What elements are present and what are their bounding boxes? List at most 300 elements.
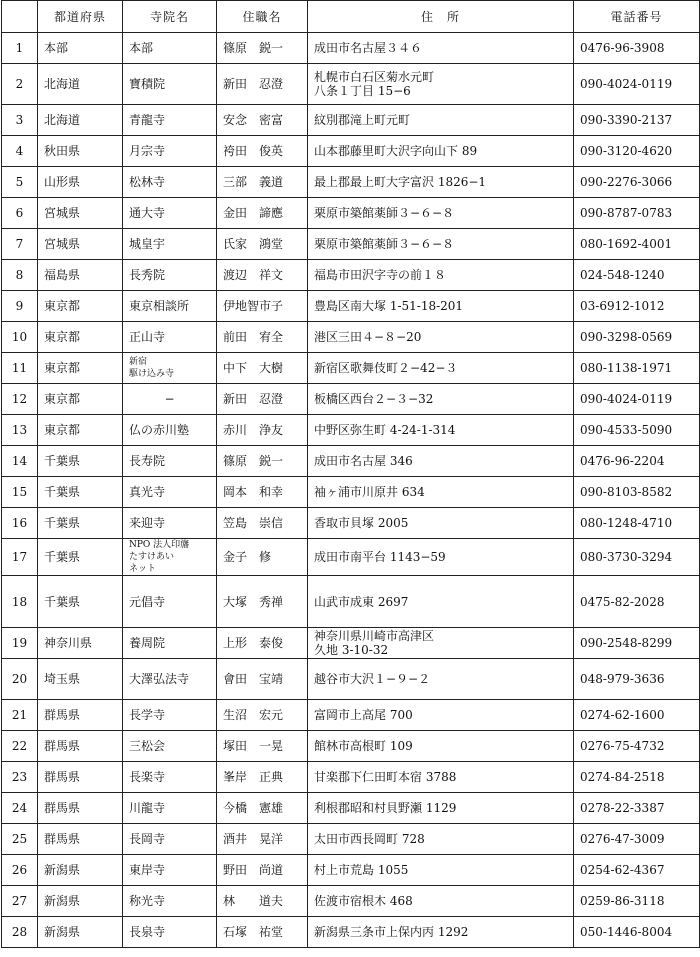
- temple-cell-text: 来迎寺: [129, 516, 166, 530]
- address-cell: [308, 64, 574, 105]
- address-cell-text: 村上市荒島 1055: [314, 863, 409, 877]
- table-row: [2, 229, 700, 260]
- phone-cell-text: 0276-75-4732: [580, 739, 665, 753]
- priest-cell-text: 林 道夫: [223, 894, 284, 908]
- temple-cell-text: 駆け込み寺: [129, 369, 175, 379]
- temple-cell-text: 通大寺: [129, 206, 166, 220]
- row-number: [2, 477, 38, 508]
- phone-cell: [574, 105, 700, 136]
- address-cell: [308, 855, 574, 886]
- address-cell: [308, 446, 574, 477]
- phone-cell: [574, 886, 700, 917]
- row-number-text: 4: [15, 144, 24, 158]
- phone-cell: [574, 64, 700, 105]
- prefecture-cell: [38, 659, 123, 700]
- address-cell-text: 中野区弥生町 4-24-1-314: [314, 423, 456, 437]
- row-number: [2, 855, 38, 886]
- header-phone: 電話番号: [574, 1, 700, 33]
- temple-cell: [123, 136, 217, 167]
- priest-cell-text: 塚田 一晃: [223, 739, 284, 753]
- row-number-text: 16: [11, 516, 28, 530]
- temple-cell: [123, 167, 217, 198]
- address-cell: [308, 917, 574, 948]
- prefecture-cell-text: 群馬県: [44, 832, 81, 846]
- temple-directory-table: [1, 0, 700, 948]
- prefecture-cell-text: 千葉県: [44, 454, 81, 468]
- temple-cell: [123, 762, 217, 793]
- table-row: [2, 105, 700, 136]
- phone-cell-text: 048-979-3636: [580, 672, 665, 686]
- priest-cell: [217, 260, 308, 291]
- priest-cell-text: 大塚 秀禅: [223, 594, 284, 609]
- phone-cell-text: 0476-96-2204: [580, 454, 665, 468]
- prefecture-cell: [38, 886, 123, 917]
- phone-cell-text: 03-6912-1012: [580, 299, 665, 313]
- priest-cell-text: 新田 忍澄: [223, 392, 284, 406]
- row-number-text: 20: [11, 672, 28, 686]
- priest-cell-text: 生沼 宏元: [223, 708, 284, 722]
- prefecture-cell-text: 山形県: [44, 175, 81, 189]
- prefecture-cell: [38, 824, 123, 855]
- row-number: [2, 508, 38, 539]
- phone-cell: [574, 762, 700, 793]
- row-number: [2, 33, 38, 64]
- temple-cell-text: 元倡寺: [129, 594, 166, 609]
- table-row: [2, 824, 700, 855]
- prefecture-cell-text: 新潟県: [44, 925, 81, 939]
- priest-cell: [217, 628, 308, 659]
- phone-cell-text: 0476-96-3908: [580, 41, 665, 55]
- address-cell: [308, 105, 574, 136]
- address-cell-text: 太田市西長岡町 728: [314, 832, 425, 846]
- priest-cell: [217, 576, 308, 628]
- prefecture-cell: [38, 628, 123, 659]
- address-cell-text: 八条１丁目 15−6: [314, 84, 411, 98]
- temple-cell: [123, 229, 217, 260]
- priest-cell-text: 氏家 鴻堂: [223, 237, 284, 251]
- temple-cell: [123, 353, 217, 384]
- row-number: [2, 731, 38, 762]
- priest-cell-text: 新田 忍澄: [223, 77, 284, 91]
- priest-cell-text: 石塚 祐堂: [223, 925, 284, 939]
- priest-cell: [217, 793, 308, 824]
- phone-cell: [574, 824, 700, 855]
- phone-cell-text: 090-4533-5090: [580, 423, 673, 437]
- row-number: [2, 628, 38, 659]
- address-cell-text: 紋別郡滝上町元町: [314, 113, 411, 127]
- prefecture-cell: [38, 64, 123, 105]
- address-cell-text: 佐渡市宿根木 468: [314, 894, 413, 908]
- address-cell-text: 成田市名古屋 346: [314, 454, 413, 468]
- phone-cell: [574, 136, 700, 167]
- prefecture-cell-text: 新潟県: [44, 863, 81, 877]
- temple-cell: [123, 260, 217, 291]
- row-number: [2, 167, 38, 198]
- address-cell-text: 栗原市築館薬師３−６−８: [314, 237, 455, 251]
- temple-cell-text: たすけあい: [129, 552, 175, 562]
- temple-cell-text: 長岡寺: [129, 832, 166, 846]
- phone-cell: [574, 917, 700, 948]
- address-cell-text: 港区三田４−８−20: [314, 330, 422, 344]
- temple-cell-text: 真光寺: [129, 485, 166, 499]
- temple-cell-text: 称光寺: [129, 894, 166, 908]
- priest-cell: [217, 105, 308, 136]
- prefecture-cell-text: 福島県: [44, 268, 81, 282]
- row-number-text: 14: [11, 454, 28, 468]
- prefecture-cell: [38, 762, 123, 793]
- row-number-text: 21: [11, 708, 28, 722]
- prefecture-cell: [38, 105, 123, 136]
- temple-cell-text: 仏の赤川塾: [129, 423, 190, 437]
- phone-cell-text: 050-1446-8004: [580, 925, 673, 939]
- table-row: [2, 576, 700, 628]
- temple-cell-text: 月宗寺: [129, 144, 166, 158]
- row-number-text: 18: [11, 594, 28, 609]
- temple-cell-text: 東京相談所: [129, 299, 190, 313]
- row-number: [2, 886, 38, 917]
- address-cell-text: 山武市成東 2697: [314, 594, 409, 609]
- phone-cell-text: 0259-86-3118: [580, 894, 665, 908]
- row-number: [2, 64, 38, 105]
- temple-cell-text: 城皇宇: [129, 237, 166, 251]
- priest-cell-text: 野田 尚道: [223, 863, 284, 877]
- row-number-text: 25: [11, 832, 28, 846]
- priest-cell: [217, 353, 308, 384]
- temple-cell-text: 長学寺: [129, 708, 166, 722]
- prefecture-cell-text: 群馬県: [44, 708, 81, 722]
- prefecture-cell-text: 千葉県: [44, 485, 81, 499]
- phone-cell: [574, 628, 700, 659]
- table-row: [2, 477, 700, 508]
- priest-cell: [217, 917, 308, 948]
- row-number-text: 26: [11, 863, 28, 877]
- row-number-text: 24: [11, 801, 28, 815]
- temple-cell-text: 正山寺: [129, 330, 166, 344]
- row-number-text: 17: [11, 550, 28, 564]
- priest-cell: [217, 136, 308, 167]
- phone-cell-text: 0274-62-1600: [580, 708, 665, 722]
- address-cell-text: 館林市高根町 109: [314, 739, 413, 753]
- phone-cell: [574, 260, 700, 291]
- priest-cell-text: 袴田 俊英: [223, 144, 284, 158]
- row-number: [2, 700, 38, 731]
- temple-cell-text: ネット: [129, 564, 157, 574]
- priest-cell: [217, 762, 308, 793]
- row-number-text: 15: [11, 485, 28, 499]
- prefecture-cell-text: 本部: [44, 41, 69, 55]
- row-number-text: 6: [15, 206, 24, 220]
- address-cell: [308, 322, 574, 353]
- temple-cell-text: 長寿院: [129, 454, 166, 468]
- prefecture-cell: [38, 33, 123, 64]
- phone-cell: [574, 446, 700, 477]
- prefecture-cell-text: 群馬県: [44, 739, 81, 753]
- priest-cell: [217, 446, 308, 477]
- phone-cell-text: 090-4024-0119: [580, 392, 673, 406]
- address-cell: [308, 136, 574, 167]
- temple-cell-text: 川龍寺: [129, 801, 166, 815]
- table-row: [2, 33, 700, 64]
- address-cell-text: 袖ヶ浦市川原井 634: [314, 485, 425, 499]
- phone-cell: [574, 539, 700, 576]
- temple-cell: [123, 576, 217, 628]
- address-cell: [308, 731, 574, 762]
- address-cell-text: 新宿区歌舞伎町２−42−３: [314, 361, 458, 375]
- table-row: [2, 136, 700, 167]
- temple-cell: [123, 917, 217, 948]
- row-number-text: 5: [15, 175, 24, 189]
- address-cell-text: 成田市南平台 1143−59: [314, 550, 446, 564]
- prefecture-cell: [38, 446, 123, 477]
- prefecture-cell-text: 千葉県: [44, 550, 81, 564]
- phone-cell: [574, 198, 700, 229]
- priest-cell-text: 中下 大樹: [223, 361, 284, 375]
- address-cell: [308, 291, 574, 322]
- phone-cell: [574, 855, 700, 886]
- priest-cell-text: 前田 宥全: [223, 330, 284, 344]
- prefecture-cell-text: 東京都: [44, 423, 81, 437]
- header-temple: 寺院名: [123, 1, 217, 33]
- temple-cell: [123, 886, 217, 917]
- address-cell: [308, 477, 574, 508]
- prefecture-cell: [38, 136, 123, 167]
- priest-cell-text: 笠島 崇信: [223, 516, 284, 530]
- priest-cell-text: 安念 密富: [223, 113, 284, 127]
- prefecture-cell-text: 東京都: [44, 361, 81, 375]
- phone-cell: [574, 167, 700, 198]
- prefecture-cell-text: 群馬県: [44, 770, 81, 784]
- priest-cell-text: 峯岸 正典: [223, 770, 284, 784]
- priest-cell-text: 三部 義道: [223, 175, 284, 189]
- phone-cell-text: 080-1692-4001: [580, 237, 673, 251]
- header-address: 住 所: [308, 1, 574, 33]
- row-number-text: 22: [11, 739, 28, 753]
- phone-cell-text: 090-3120-4620: [580, 144, 673, 158]
- prefecture-cell: [38, 353, 123, 384]
- row-number: [2, 384, 38, 415]
- table-row: [2, 628, 700, 659]
- prefecture-cell-text: 群馬県: [44, 801, 81, 815]
- header-prefecture: 都道府県: [38, 1, 123, 33]
- prefecture-cell-text: 北海道: [44, 77, 81, 91]
- temple-cell-text: 寶積院: [129, 77, 166, 91]
- phone-cell-text: 080-1138-1971: [580, 361, 673, 375]
- row-number-text: 1: [15, 41, 24, 55]
- phone-cell-text: 024-548-1240: [580, 268, 665, 282]
- prefecture-cell-text: 北海道: [44, 113, 81, 127]
- table-row: [2, 886, 700, 917]
- address-cell-text: 利根郡昭和村貝野瀬 1129: [314, 801, 457, 815]
- table-row: [2, 793, 700, 824]
- prefecture-cell-text: 東京都: [44, 392, 81, 406]
- row-number: [2, 198, 38, 229]
- table-row: [2, 322, 700, 353]
- address-cell-text: 久地 3-10-32: [314, 643, 389, 657]
- temple-cell: [123, 508, 217, 539]
- row-number: [2, 539, 38, 576]
- table-row: [2, 415, 700, 446]
- row-number-text: 19: [11, 636, 28, 650]
- temple-cell: [123, 477, 217, 508]
- header-priest: 住職名: [217, 1, 308, 33]
- row-number: [2, 291, 38, 322]
- temple-cell: [123, 539, 217, 576]
- priest-cell-text: 赤川 浄友: [223, 423, 284, 437]
- table-row: [2, 508, 700, 539]
- table-row: [2, 917, 700, 948]
- phone-cell-text: 090-2548-8299: [580, 636, 673, 650]
- row-number-text: 11: [11, 361, 28, 375]
- phone-cell: [574, 415, 700, 446]
- phone-cell: [574, 291, 700, 322]
- priest-cell: [217, 886, 308, 917]
- priest-cell-text: 金田 諦應: [223, 206, 284, 220]
- phone-cell-text: 0274-84-2518: [580, 770, 665, 784]
- phone-cell-text: 090-2276-3066: [580, 175, 673, 189]
- prefecture-cell: [38, 855, 123, 886]
- table-row: [2, 384, 700, 415]
- address-cell-text: 最上郡最上町大字富沢 1826−1: [314, 175, 487, 189]
- row-number: [2, 322, 38, 353]
- row-number-text: 9: [15, 299, 24, 313]
- temple-cell: [123, 855, 217, 886]
- address-cell-text: 神奈川県川崎市高津区: [314, 629, 435, 643]
- temple-cell-text: −: [164, 392, 175, 406]
- temple-cell: [123, 415, 217, 446]
- address-cell: [308, 198, 574, 229]
- priest-cell: [217, 64, 308, 105]
- temple-cell-text: 松林寺: [129, 175, 166, 189]
- address-cell: [308, 33, 574, 64]
- address-cell: [308, 886, 574, 917]
- table-row: [2, 64, 700, 105]
- priest-cell: [217, 731, 308, 762]
- row-number-text: 3: [15, 113, 24, 127]
- prefecture-cell: [38, 322, 123, 353]
- temple-cell-text: 東岸寺: [129, 863, 166, 877]
- header-row: [2, 1, 700, 33]
- priest-cell-text: 酒井 晃洋: [223, 832, 284, 846]
- priest-cell: [217, 477, 308, 508]
- priest-cell: [217, 167, 308, 198]
- address-cell-text: 成田市名古屋３４６: [314, 41, 423, 55]
- temple-cell: [123, 628, 217, 659]
- prefecture-cell-text: 埼玉県: [44, 672, 81, 686]
- temple-cell: [123, 33, 217, 64]
- address-cell: [308, 576, 574, 628]
- prefecture-cell: [38, 539, 123, 576]
- row-number-text: 10: [11, 330, 28, 344]
- temple-cell-text: NPO 法人印旛: [129, 540, 190, 550]
- priest-cell: [217, 291, 308, 322]
- row-number-text: 8: [15, 268, 24, 282]
- phone-cell-text: 0278-22-3387: [580, 801, 665, 815]
- address-cell: [308, 353, 574, 384]
- phone-cell: [574, 731, 700, 762]
- address-cell: [308, 659, 574, 700]
- priest-cell-text: 篠原 鋭一: [223, 41, 284, 55]
- address-cell: [308, 508, 574, 539]
- table-row: [2, 539, 700, 576]
- address-cell: [308, 384, 574, 415]
- priest-cell-text: 渡辺 祥文: [223, 268, 284, 282]
- row-number-text: 13: [11, 423, 28, 437]
- phone-cell: [574, 353, 700, 384]
- temple-cell-text: 養周院: [129, 636, 166, 650]
- prefecture-cell: [38, 917, 123, 948]
- temple-cell-text: 長泉寺: [129, 925, 166, 939]
- prefecture-cell-text: 新潟県: [44, 894, 81, 908]
- priest-cell: [217, 229, 308, 260]
- row-number: [2, 824, 38, 855]
- phone-cell: [574, 322, 700, 353]
- phone-cell: [574, 477, 700, 508]
- priest-cell-text: 金子 修: [223, 550, 272, 564]
- phone-cell-text: 080-3730-3294: [580, 550, 673, 564]
- address-cell: [308, 824, 574, 855]
- prefecture-cell: [38, 384, 123, 415]
- priest-cell: [217, 322, 308, 353]
- priest-cell-text: 伊地智市子: [223, 299, 284, 313]
- row-number: [2, 793, 38, 824]
- prefecture-cell: [38, 198, 123, 229]
- temple-cell: [123, 105, 217, 136]
- prefecture-cell-text: 千葉県: [44, 516, 81, 530]
- address-cell: [308, 229, 574, 260]
- phone-cell-text: 090-3390-2137: [580, 113, 673, 127]
- prefecture-cell-text: 東京都: [44, 330, 81, 344]
- table-row: [2, 855, 700, 886]
- phone-cell-text: 090-8103-8582: [580, 485, 673, 499]
- priest-cell: [217, 659, 308, 700]
- temple-cell: [123, 793, 217, 824]
- phone-cell: [574, 33, 700, 64]
- address-cell-text: 香取市貝塚 2005: [314, 516, 409, 530]
- table-row: [2, 762, 700, 793]
- row-number: [2, 762, 38, 793]
- prefecture-cell-text: 東京都: [44, 299, 81, 313]
- table-row: [2, 353, 700, 384]
- address-cell-text: 新潟県三条市上保内丙 1292: [314, 925, 469, 939]
- table-row: [2, 659, 700, 700]
- temple-cell: [123, 446, 217, 477]
- phone-cell-text: 0276-47-3009: [580, 832, 665, 846]
- address-cell-text: 板橋区西台２−３−32: [314, 392, 434, 406]
- temple-cell: [123, 291, 217, 322]
- prefecture-cell: [38, 508, 123, 539]
- priest-cell: [217, 415, 308, 446]
- priest-cell: [217, 384, 308, 415]
- priest-cell: [217, 824, 308, 855]
- prefecture-cell: [38, 415, 123, 446]
- phone-cell-text: 090-3298-0569: [580, 330, 673, 344]
- address-cell-text: 豊島区南大塚 1-51-18-201: [314, 299, 464, 313]
- phone-cell: [574, 659, 700, 700]
- prefecture-cell-text: 秋田県: [44, 144, 81, 158]
- phone-cell: [574, 384, 700, 415]
- row-number: [2, 105, 38, 136]
- prefecture-cell: [38, 229, 123, 260]
- prefecture-cell: [38, 477, 123, 508]
- priest-cell-text: 篠原 鋭一: [223, 454, 284, 468]
- prefecture-cell: [38, 700, 123, 731]
- address-cell: [308, 793, 574, 824]
- phone-cell-text: 0475-82-2028: [580, 594, 665, 609]
- phone-cell-text: 0254-62-4367: [580, 863, 665, 877]
- table-row: [2, 167, 700, 198]
- temple-cell: [123, 700, 217, 731]
- table-row: [2, 260, 700, 291]
